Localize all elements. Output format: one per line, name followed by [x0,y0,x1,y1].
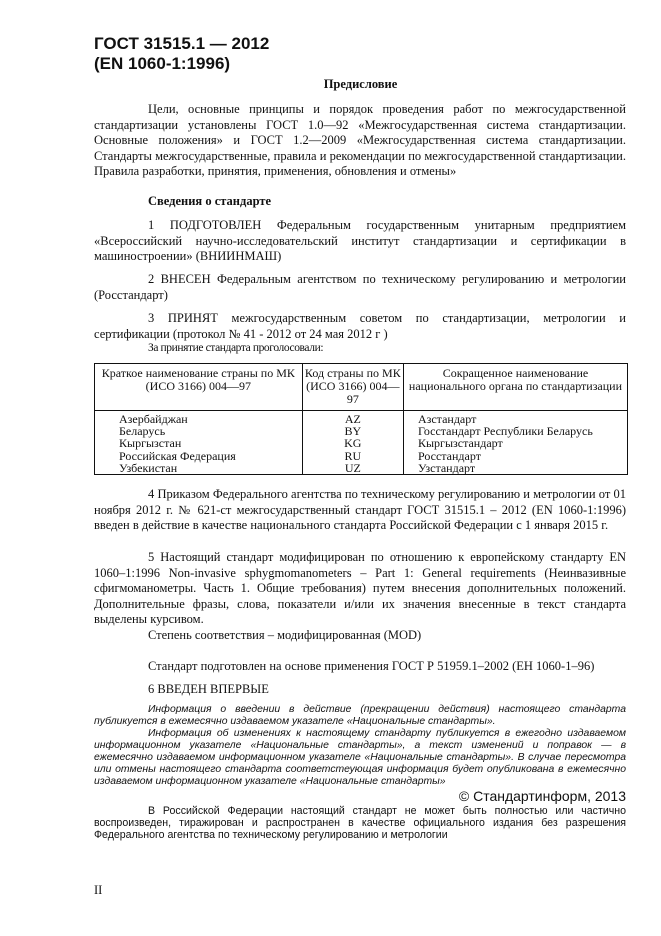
reproduction-rights: В Российской Федерации настоящий стандарт не может быть полностью или частично воспроизведен, тиражирован и распространен в качестве официального издания без разрешения Федерального агентства по техническому регулированию и метрологии [94,805,626,842]
copyright-notice: © Стандартинформ, 2013 [458,788,626,804]
foreword-title-text: Предисловие [323,77,398,91]
country-code: AZ [344,412,361,426]
standards-body-name: Азстандарт [417,412,477,426]
foreword-title [0,77,661,92]
conformity-degree: Степень соответствия – модифицированная (MOD) [148,628,422,642]
about-item-1: 1 ПОДГОТОВЛЕН Федеральным государственным унитарным предприятием «Всероссийский научно-исследовательский институт стандартизации и сертификации в машиностроении» (ВНИИНМАШ) [94,218,626,264]
standards-body-name: Кыргызстандарт [417,436,503,451]
country-name: Азербайджан [119,412,188,426]
member-states-table [94,363,628,475]
publication-info-2: Информация об изменениях к настоящему стандарту публикуется в ежегодно издаваемом информационном указателе «Национальные стандарты», а текст изменений и поправок — в ежемесячно издаваемом информационном указателе «Национальные стандарты». В случае пересмотра или отмены настоящего стандарта соответстеующая информация будет опубликована в ежемесячно издаваемом информационном указателе «Национальные стандарты» [94,728,626,787]
basis-statement: Стандарт подготовлен на основе применения ГОСТ Р 51959.1–2002 (ЕН 1060-1–96) [148,659,595,673]
standards-body-name: Госстандарт Республики Беларусь [417,424,593,439]
table-header-row [95,364,628,411]
publication-info-1: Информация о введении в действие (прекращении действия) настоящего стандарта публикуется в ежемесячно издаваемом указателе «Национальные стандарты». [94,704,626,727]
standards-body-name: Росстандарт [417,448,481,463]
about-item-3: 3 ПРИНЯТ межгосударственным советом по стандартизации, метрологии и сертификации (протокол № 41 - 2012 от 24 мая 2012 г ) [94,311,626,341]
standard-number: ГОСТ 31515.1 — 2012 [94,34,270,53]
about-item-6: 6 ВВЕДЕН ВПЕРВЫЕ [148,682,269,696]
foreword-intro: Цели, основные принципы и порядок проведения работ по межгосударственной стандартизации установлены ГОСТ 1.0—92 «Межгосударственная система стандартизации. Основные положения» и ГОСТ 1.2—2009 «Межгосударственная система стандартизации. Стандарты межгосударственные, правила и рекомендации по межгосударственной стандартизации. Правила разработки, принятия, применения, обновления и отмены» [94,102,626,179]
country-name: Российская Федерация [119,448,236,463]
country-code: RU [344,448,362,463]
about-item-5: 5 Настоящий стандарт модифицирован по отношению к европейскому стандарту EN 1060–1:1996 Non-invasive sphygmomanometers – Part 1: General requirements (Неинвазивные сфигмоманометры. Часть 1. Общие требования) путем внесения дополнительных положений. Дополнительные фразы, слова, показатели и/или их значения внесенные в текст стандарта выделены курсивом. [94,550,626,627]
country-name: Беларусь [119,424,166,439]
country-cell [95,411,303,475]
column-header-country: Краткое наименование страны по МК (ИСО 3166) 004—97 [95,364,303,411]
country-code: KG [344,436,362,451]
country-code: UZ [344,460,361,475]
about-item-4: 4 Приказом Федерального агентства по техническому регулированию и метрологии от 01 ноября 2012 г. № 621-ст межгосударственный стандарт ГОСТ 31515.1 – 2012 (EN 1060-1:1996) введен в действие в качестве национального стандарта Российской Федерации с 1 января 2015 г. [94,487,626,533]
country-name: Кыргызстан [119,436,182,451]
about-standard-heading: Сведения о стандарте [148,194,272,208]
equivalent-standard: (EN 1060-1:1996) [94,54,231,73]
about-item-2: 2 ВНЕСЕН Федеральным агентством по техническому регулированию и метрологии (Росстандарт) [94,272,626,302]
vote-label: За принятие стандарта проголосовали: [148,342,324,354]
country-name: Узбекистан [119,460,178,475]
column-header-code: Код страны по МК (ИСО 3166) 004—97 [302,364,403,411]
page-number: II [94,883,103,897]
country-code: BY [344,424,362,439]
column-header-standards-body: Сокращенное наименование национального органа по стандартизации [403,364,627,411]
standards-body-name: Узстандарт [417,460,476,475]
code-cell [302,411,403,475]
standards-body-cell [403,411,627,475]
document-header [94,34,269,74]
table-row [95,411,628,475]
